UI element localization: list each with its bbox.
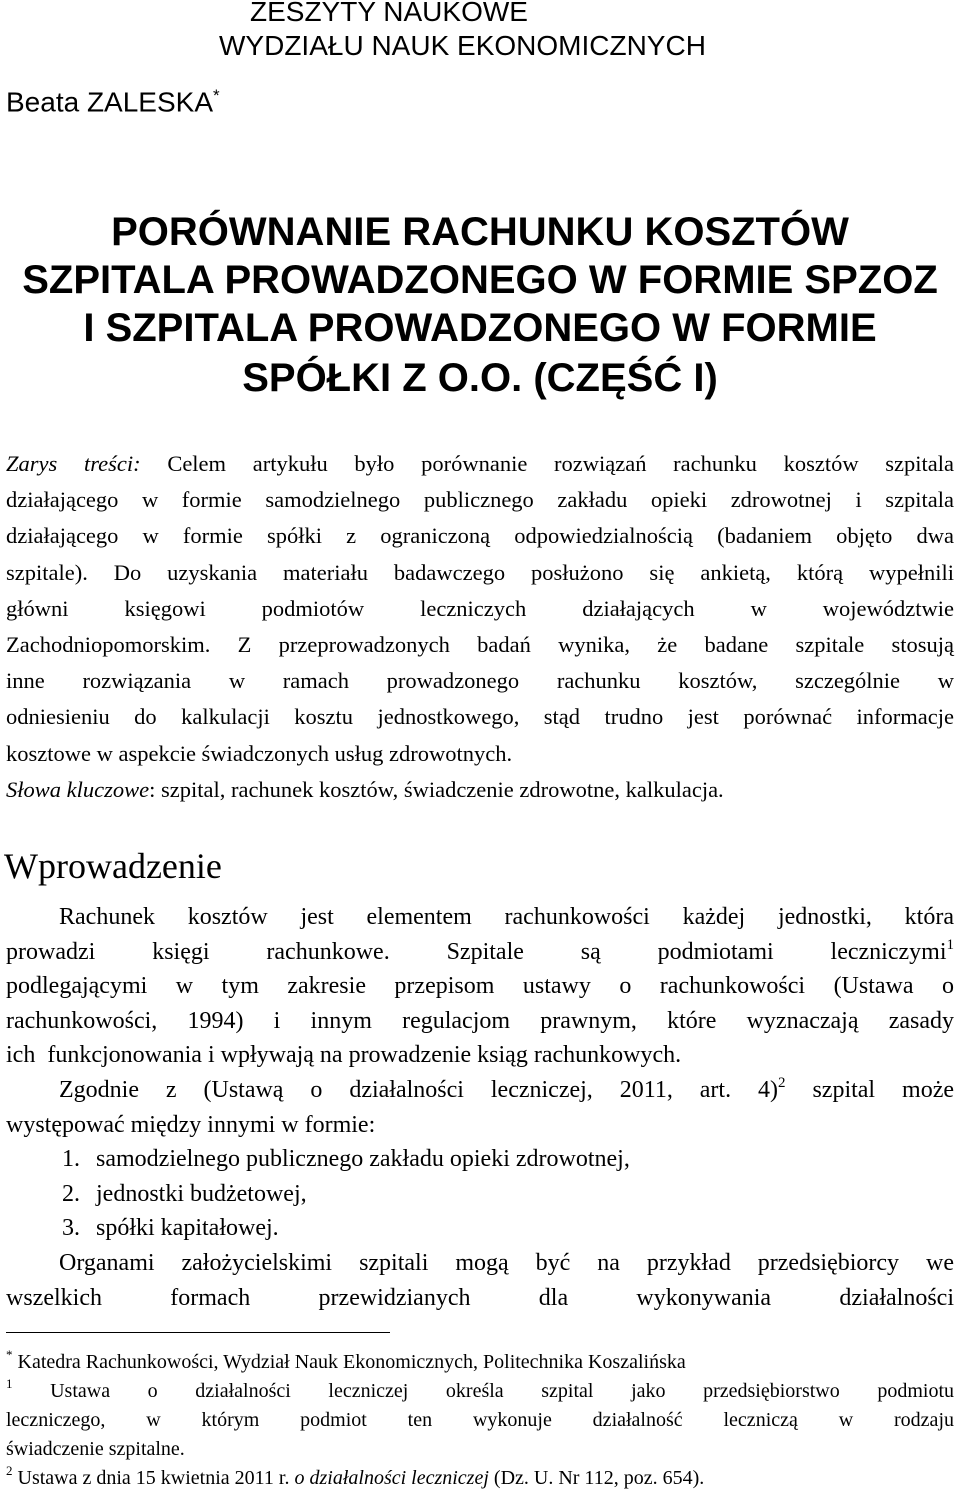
list-item (6, 1177, 954, 1212)
title-line-3: I SZPITALA PROWADZONEGO W FORMIE (83, 306, 877, 350)
footnotes (6, 1348, 954, 1493)
footnote-act-title: o działalności leczniczej (294, 1467, 489, 1489)
abstract-line: kosztowe w aspekcie świadczonych usług zdrowotnych. (6, 740, 513, 766)
paragraph-line: rachunkowości, 1994) i innym regulacjom prawnym, które wyznaczają zasady (6, 1007, 954, 1034)
footnote (6, 1348, 954, 1377)
title-line-1: PORÓWNANIE RACHUNKU KOSZTÓW (111, 210, 849, 254)
list-number: 2. (62, 1180, 80, 1207)
paragraph-text: szpital może (785, 1076, 954, 1103)
abstract-line: szpitale). Do uzyskania materiału badawczego posłużono się ankietą, którą wypełnili (6, 559, 954, 585)
author-text: Beata ZALESKA (6, 86, 214, 118)
paragraph-text: prowadzi księgi rachunkowe. Szpitale są podmiotami leczniczymi (6, 938, 947, 965)
section-body (6, 900, 954, 1315)
title-line-4: SPÓŁKI Z O.O. (CZĘŚĆ I) (242, 356, 718, 400)
abstract-line: Zachodniopomorskim. Z przeprowadzonych badań wynika, że badane szpitale stosują (6, 631, 954, 657)
keywords-label: Słowa kluczowe (6, 776, 150, 802)
paragraph-line: podlegającymi w tym zakresie przepisom ustawy o rachunkowości (Ustawa o (6, 973, 954, 1000)
footnote-mark: 1 (6, 1376, 13, 1391)
abstract-line: działającego w formie samodzielnego publicznego zakładu opieki zdrowotnej i szpitala (6, 487, 954, 513)
title-line-2: SZPITALA PROWADZONEGO W FORMIE SPZOZ (22, 258, 938, 302)
footnote-ref: 2 (778, 1074, 786, 1091)
abstract-line: główni księgowi podmiotów leczniczych działających w województwie (6, 595, 954, 621)
footnote-text: Ustawa z dnia 15 kwietnia 2011 r. (12, 1467, 295, 1489)
footnote-mark: 2 (6, 1463, 13, 1478)
list-number: 1. (62, 1146, 80, 1173)
footnote-ref: 1 (946, 936, 954, 953)
author-footnote-mark: * (213, 86, 220, 105)
footnote (6, 1377, 954, 1406)
abstract-label: Zarys treści: (6, 451, 141, 476)
paragraph-line: Rachunek kosztów jest elementem rachunkowości każdej jednostki, która (59, 904, 954, 930)
abstract-line: inne rozwiązania w ramach prowadzonego rachunku kosztów, szczególnie w (6, 668, 954, 694)
footnote-mark: * (6, 1347, 13, 1362)
section-heading: Wprowadzenie (4, 846, 222, 886)
paragraph-line (6, 935, 954, 970)
keywords-text: : szpital, rachunek kosztów, świadczenie zdrowotne, kalkulacja. (149, 776, 724, 802)
list-text: spółki kapitałowej. (96, 1215, 279, 1242)
list-text: jednostki budżetowej, (96, 1180, 307, 1207)
list-number: 3. (62, 1215, 80, 1242)
paragraph-line: występować między innymi w formie: (6, 1111, 376, 1138)
abstract-line: działającego w formie spółki z ograniczoną odpowiedzialnością (badaniem objęto dwa (6, 523, 954, 549)
footnote-line: leczniczego, w którym podmiot ten wykonuje działalność leczniczą w rodzaju (6, 1409, 954, 1431)
journal-name-line2: WYDZIAŁU NAUK EKONOMICZNYCH (219, 30, 706, 61)
paragraph-line: Organami założycielskimi szpitali mogą być na przykład przedsiębiorcy we (59, 1249, 954, 1276)
abstract (6, 446, 954, 808)
footnote-text: (Dz. U. Nr 112, poz. 654). (488, 1467, 705, 1489)
paragraph-line: ich funkcjonowania i wpływają na prowadzenie ksiąg rachunkowych. (6, 1042, 682, 1069)
paragraph-text: Zgodnie z (Ustawą o działalności leczniczej, 2011, art. 4) (59, 1076, 779, 1103)
keywords-line (6, 772, 954, 808)
footnote-text: Katedra Rachunkowości, Wydział Nauk Ekonomicznych, Politechnika Koszalińska (12, 1351, 686, 1373)
abstract-text: Celem artykułu było porównanie rozwiązań rachunku kosztów szpitala (167, 451, 954, 476)
footnote-separator (6, 1332, 390, 1333)
paragraph-line: wszelkich formach przewidzianych dla wykonywania działalności (6, 1284, 954, 1311)
list-item (6, 1211, 954, 1246)
abstract-line (6, 446, 954, 482)
journal-name-line1: ZESZYTY NAUKOWE (250, 0, 528, 27)
paragraph-line (6, 1073, 954, 1108)
list-text: samodzielnego publicznego zakładu opieki zdrowotnej, (96, 1146, 630, 1173)
author-name (6, 86, 220, 118)
abstract-line: odniesieniu do kalkulacji kosztu jednostkowego, stąd trudno jest porównać informacje (6, 704, 954, 730)
footnote-line: świadczenie szpitalne. (6, 1438, 185, 1460)
footnote (6, 1464, 954, 1493)
footnote-text: Ustawa o działalności leczniczej określa szpital jako przedsiębiorstwo podmiotu (12, 1380, 954, 1402)
list-item (6, 1142, 954, 1177)
